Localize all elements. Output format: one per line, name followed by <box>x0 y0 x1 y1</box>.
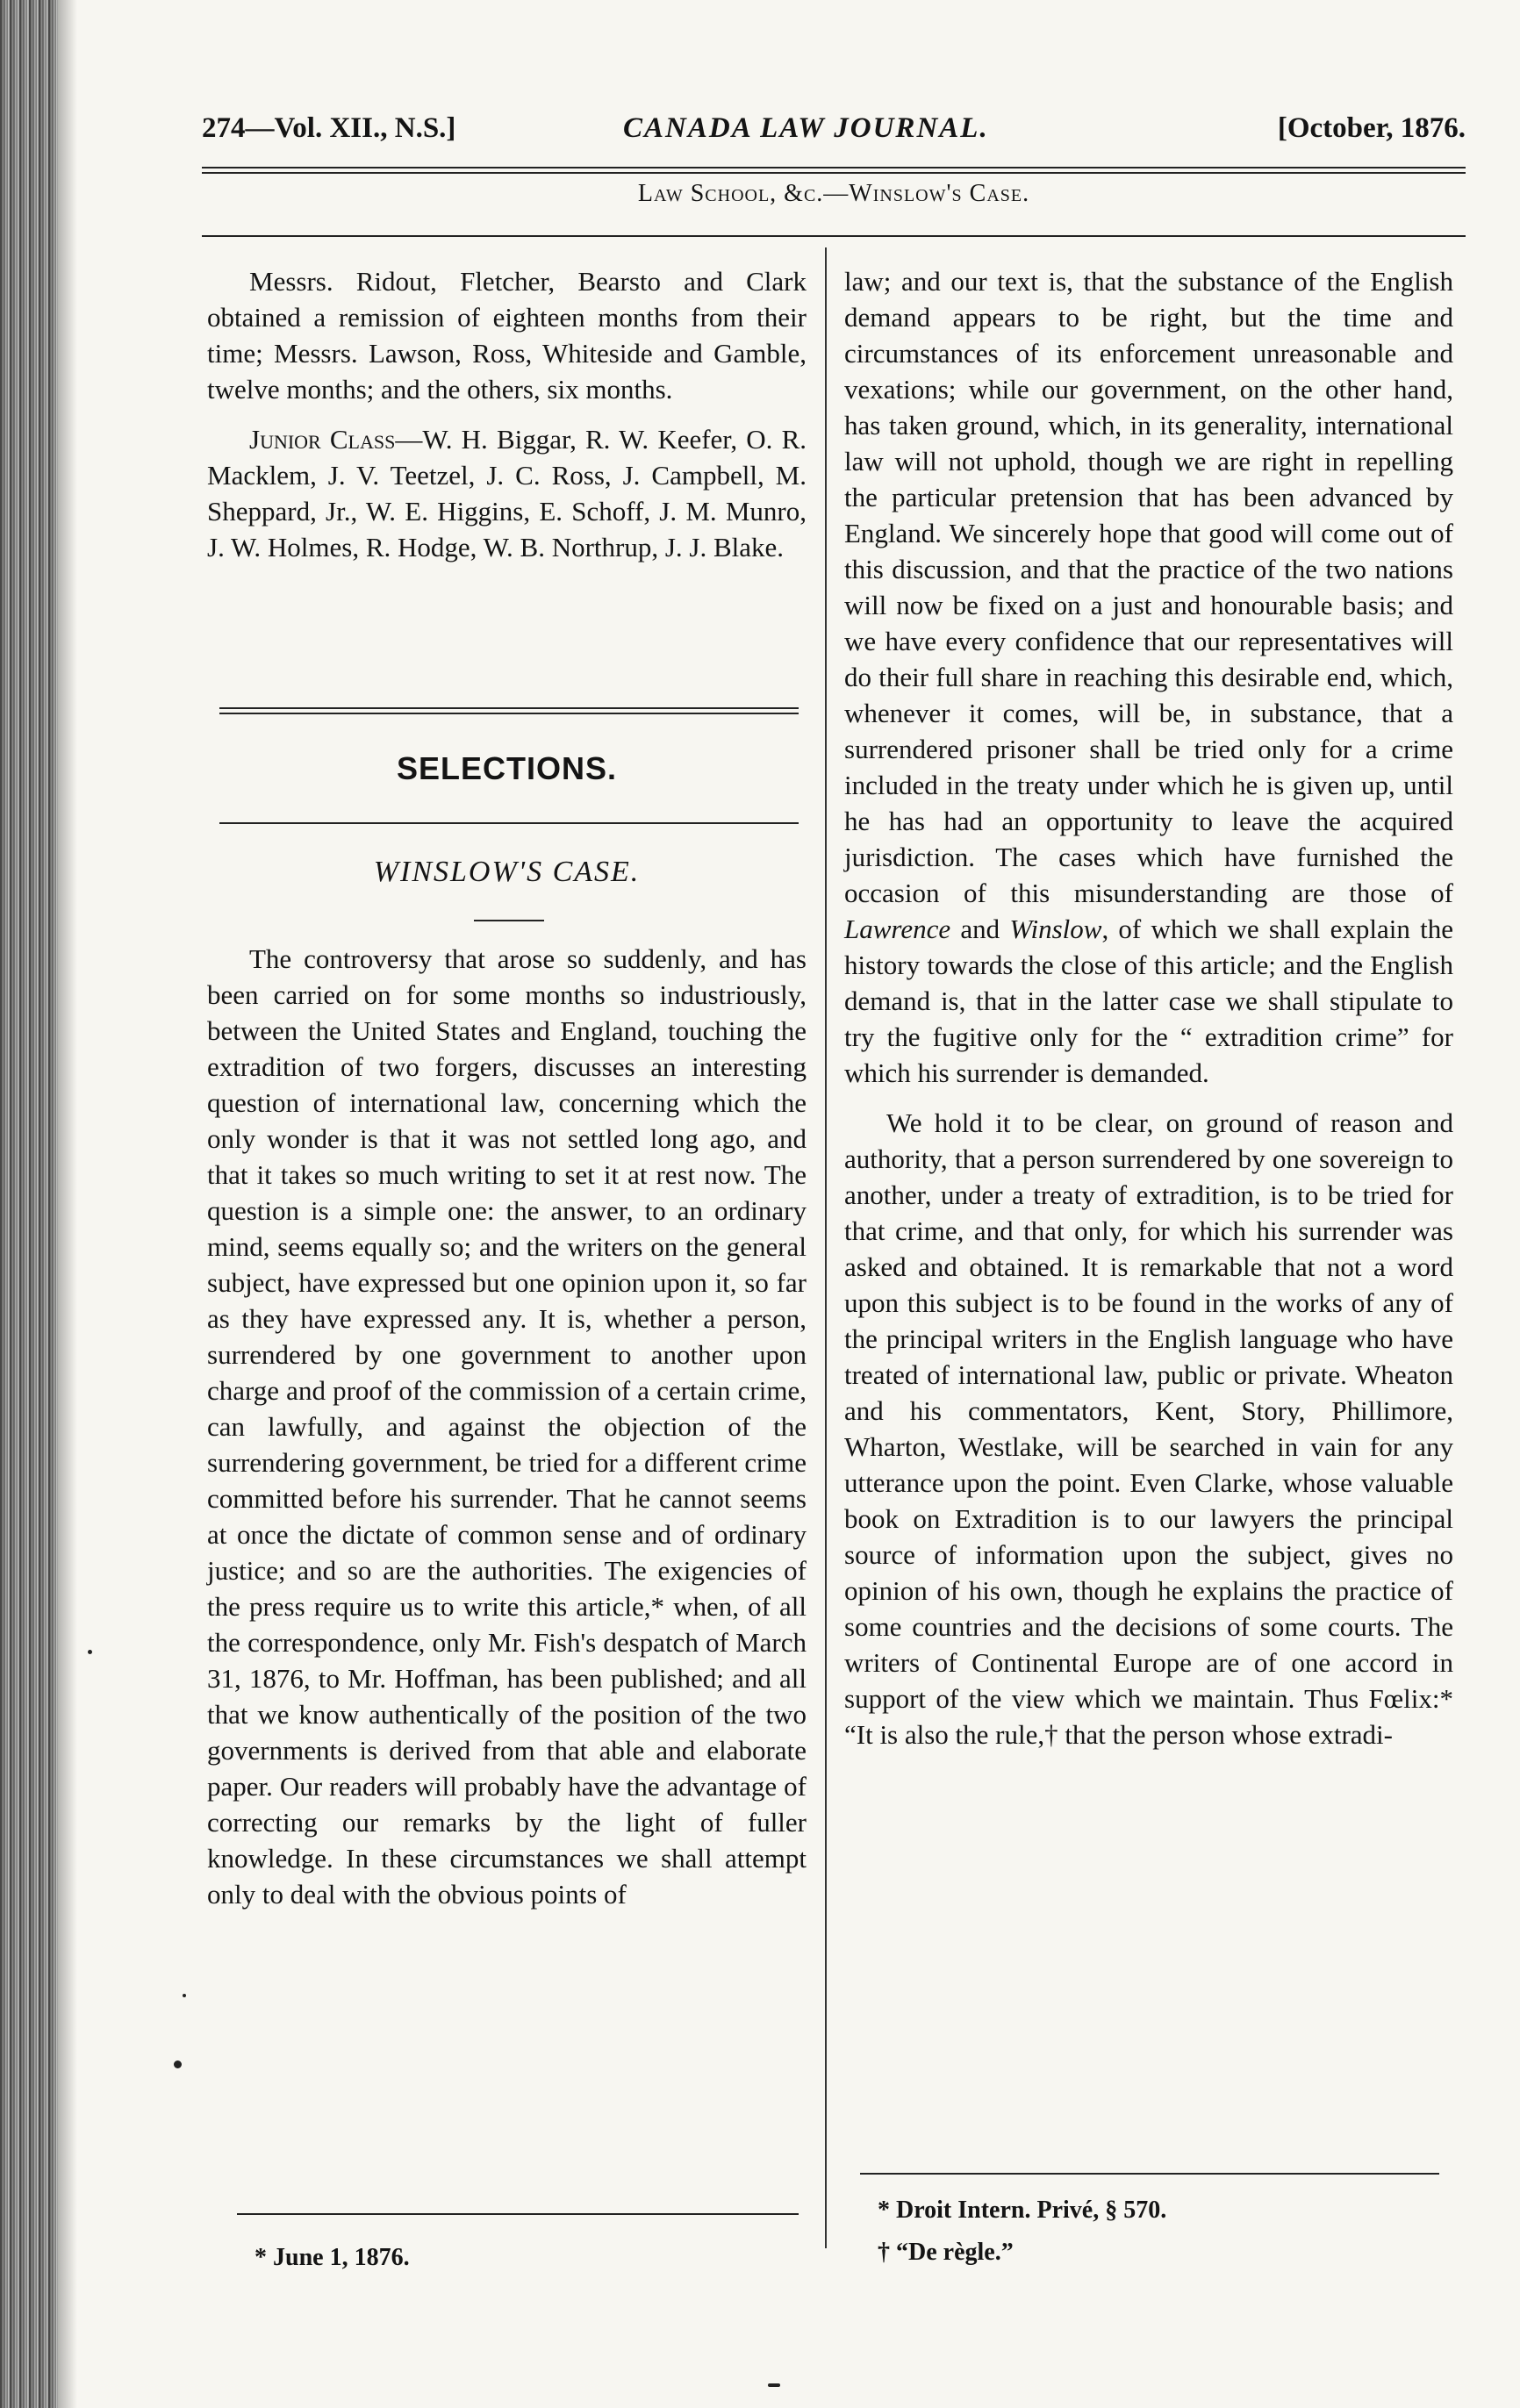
section-title-rule <box>219 822 799 824</box>
page-subhead: Law School, &c.—Winslow's Case. <box>637 180 1030 207</box>
case-connector: and <box>950 914 1010 944</box>
section-rule-top <box>219 707 799 709</box>
junior-class-label: Junior Class <box>249 424 396 455</box>
right-paragraph-2: We hold it to be clear, on ground of reason and authority, that a person surrendered by one sovereign to another, under a treaty of extradition, is to be tried for that crime, and that only, for which his surrender was asked and obtained. It is remarkable that not a word upon this subject is to be found in the works of any of the principal writers in the English language who have treated of international law, public or private. Wheaton and his commentators, Kent, Story, Phillimore, Wharton, Westlake, will be searched in vain for any utterance upon the point. Even Clarke, whose valuable book on Extradition is to our lawyers the principal source of information upon the subject, gives no opinion of his own, though he explains the practice of some countries and the decisions of some courts. The writers of Continental Europe are of one accord in support of the view which we maintain. Thus Fœlix:* “It is also the rule,† that the person whose extradi- <box>844 1107 1453 1750</box>
right-footnote-1: * Droit Intern. Privé, § 570. <box>878 2197 1167 2224</box>
right-footnote-rule <box>860 2173 1439 2175</box>
header-rule-bottom <box>202 172 1466 174</box>
article-paragraph: The controversy that arose so suddenly, and has been carried on for some months so industriously, between the United States and England, touching the extradition of two forgers, discusses an interesting question of international law, concerning which the only wonder is that it was not settled long ago, and that it takes so much writing to set it at rest now. The question is a simple one: the answer, to an ordinary mind, seems equally so; and the writers on the general subject, have expressed but one opinion upon it, so far as they have expressed any. It is, whether a person, surrendered by one government to another upon charge and proof of the commission of a certain crime, can lawfully, and against the objection of the surrendering government, be tried for a different crime committed before his surrender. That he cannot seems at once the dictate of common sense and of ordinary justice; and so are the authorities. The exigencies of the press require us to write this article,* when, of all the correspondence, only Mr. Fish's despatch of March 31, 1876, to Mr. Hoffman, has been published; and all that we know authentically of the position of the two governments is derived from that able and elaborate paper. Our readers will probably have the advantage of correcting our remarks by the light of fuller knowledge. In these circumstances we shall attempt only to deal with the obvious points of <box>207 943 807 1910</box>
right-paragraph-1-text-b: , of which we shall explain the history towards the close of this article; and the English demand is, that in the latter case we shall stipulate to try the fugitive only for the “ extradition crime” for which his surrender is demanded. <box>844 914 1453 1088</box>
article-title: WINSLOW'S CASE. <box>373 856 641 888</box>
remission-paragraph: Messrs. Ridout, Fletcher, Bearsto and Clark obtained a remission of eighteen months from their time; Messrs. Lawson, Ross, Whiteside and Gamble, twelve months; and the others, six months. <box>207 266 807 405</box>
right-paragraph-1 <box>844 263 1453 1091</box>
scan-speck <box>183 1994 186 1997</box>
column-divider <box>825 247 827 2248</box>
section-title: SELECTIONS. <box>396 750 618 786</box>
junior-class-names: —W. H. Biggar, R. W. Keefer, O. R. Macklem, J. V. Teetzel, J. C. Ross, J. Campbell, M. Sheppard, Jr., W. E. Higgins, E. Schoff, J. M. Munro, J. W. Holmes, R. Hodge, W. B. Northrup, J. J. Blake. <box>207 424 807 563</box>
article-body-left <box>207 941 807 1912</box>
page-binding-edge <box>0 0 58 2408</box>
scan-speck <box>174 2060 182 2068</box>
scan-speck <box>88 1650 92 1654</box>
left-footnote-rule <box>237 2213 799 2215</box>
left-column <box>207 263 807 565</box>
subhead-rule <box>202 235 1466 237</box>
case-name-winslow: Winslow <box>1009 914 1102 944</box>
running-head-volume: 274—Vol. XII., N.S.] <box>202 112 456 144</box>
running-head <box>202 112 1466 156</box>
header-rule-top <box>202 167 1466 168</box>
junior-class-paragraph <box>207 421 807 565</box>
right-footnote-2: † “De règle.” <box>878 2239 1014 2266</box>
section-rule-bottom <box>219 713 799 714</box>
article-title-rule <box>474 920 544 921</box>
right-paragraph-1-text-a: law; and our text is, that the substance of the English demand appears to be right, but the time and circumstances of its enforcement unreasonable and vexations; while our government, on the other hand, has taken ground, which, in its generality, international law will not uphold, though we are right in repelling the particular pretension that has been advanced by England. We sincerely hope that good will come out of this discussion, and that the practice of the two nations will now be fixed on a just and honourable basis; and we have every confidence that our representatives will do their full share in reaching this desirable end, which, whenever it comes, will be, in substance, that a surrendered prisoner shall be tried only for a crime included in the treaty under which he is given up, until he has had an opportunity to leave the acquired jurisdiction. The cases which have furnished the occasion of this misunderstanding are those of <box>844 266 1453 908</box>
left-footnote: * June 1, 1876. <box>255 2244 410 2271</box>
binding-shadow <box>58 0 77 2408</box>
running-head-date: [October, 1876. <box>1277 112 1466 144</box>
scan-speck <box>768 2383 780 2387</box>
journal-title: CANADA LAW JOURNAL. <box>623 112 989 144</box>
case-name-lawrence: Lawrence <box>844 914 951 944</box>
right-column <box>844 263 1453 1752</box>
